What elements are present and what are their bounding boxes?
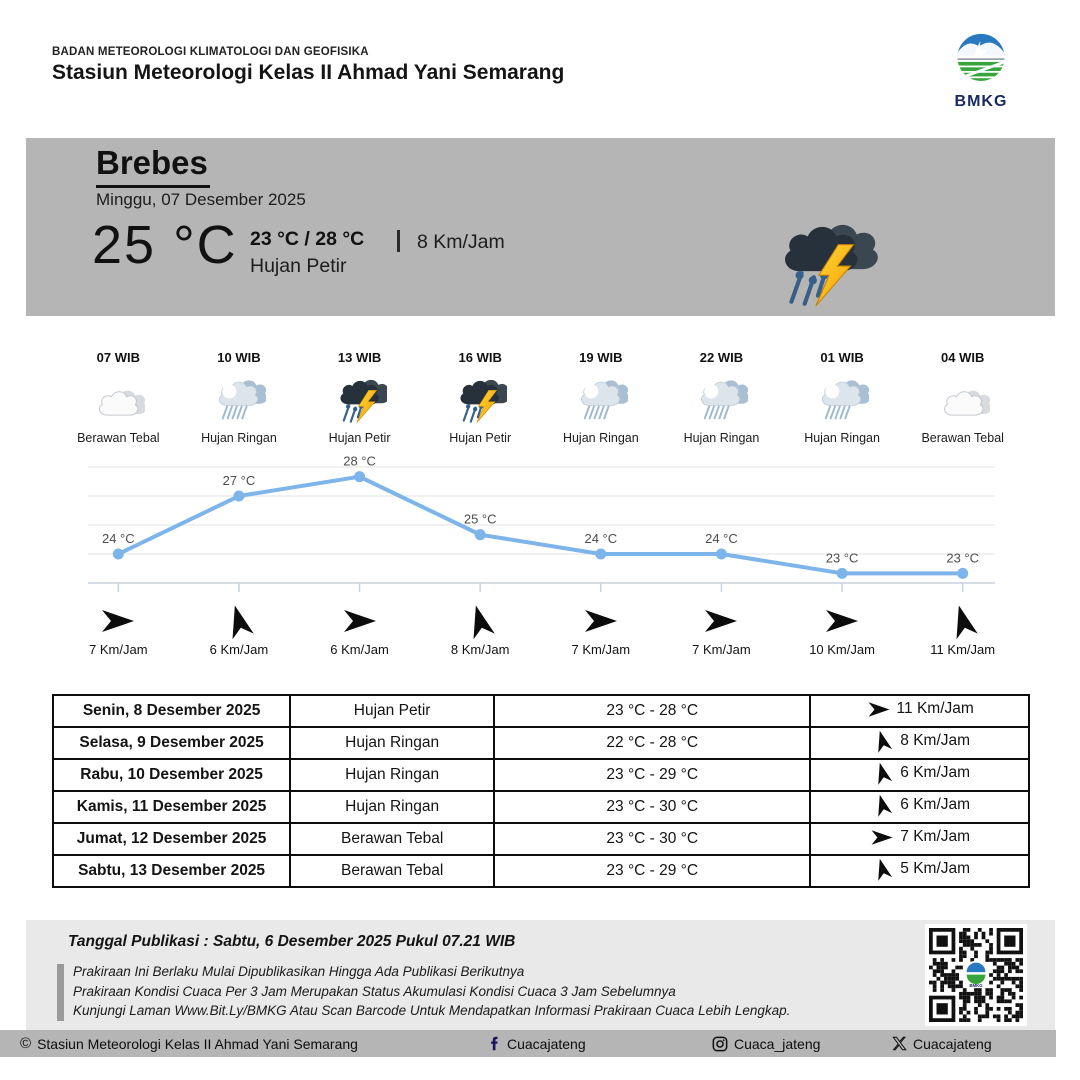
daily-row [53, 823, 1029, 855]
wind-arrow-right [702, 606, 740, 636]
hourly-time: 04 WIB [941, 350, 985, 365]
daily-row [53, 791, 1029, 823]
daily-wind-speed: 8 Km/Jam [900, 732, 971, 750]
wind-arrow-right [99, 606, 137, 636]
daily-wind-speed: 5 Km/Jam [900, 860, 971, 878]
svg-text:BMKG: BMKG [969, 982, 983, 988]
hourly-time: 07 WIB [96, 350, 140, 365]
daily-day: Rabu, 10 Desember 2025 [53, 759, 290, 791]
station-name: Stasiun Meteorologi Kelas II Ahmad Yani Semarang [52, 61, 565, 84]
wind-arrow-right [869, 827, 895, 847]
daily-condition: Hujan Ringan [290, 791, 494, 823]
facebook-handle: Cuacajateng [507, 1035, 586, 1052]
wind-speed: 6 Km/Jam [330, 642, 389, 657]
wind-slot [782, 606, 903, 657]
daily-wind-speed: 6 Km/Jam [900, 764, 971, 782]
wind-slot [902, 606, 1023, 657]
x-twitter-link[interactable] [892, 1030, 992, 1057]
wind-slot [541, 606, 662, 657]
copyright-text: Stasiun Meteorologi Kelas II Ahmad Yani Semarang [37, 1035, 358, 1052]
daily-wind [810, 695, 1029, 727]
daily-temp-range: 23 °C - 30 °C [494, 823, 810, 855]
daily-temp-range: 22 °C - 28 °C [494, 727, 810, 759]
hujan-ringan-icon [574, 373, 628, 427]
forecast-date: Minggu, 07 Desember 2025 [96, 190, 306, 209]
instagram-link[interactable] [712, 1030, 820, 1057]
wind-arrow-up-left [220, 599, 259, 643]
thunderstorm-icon [766, 212, 878, 314]
hourly-slot [58, 350, 179, 445]
qr-code [925, 924, 1027, 1026]
current-condition: Hujan Petir [250, 255, 347, 277]
wind-forecast-strip [58, 606, 1023, 657]
current-conditions-banner [26, 138, 1055, 316]
hourly-slot [902, 350, 1023, 445]
facebook-icon [487, 1036, 501, 1051]
hourly-forecast-strip [58, 350, 1023, 445]
hujan-petir-icon [333, 373, 387, 427]
wind-arrow-up-left [869, 726, 895, 756]
wind-slot [58, 606, 179, 657]
x-handle: Cuacajateng [913, 1035, 992, 1052]
hourly-condition: Berawan Tebal [921, 431, 1004, 445]
notes-accent-bar [57, 964, 64, 1021]
daily-temp-range: 23 °C - 29 °C [494, 759, 810, 791]
wind-arrow-up-left [943, 599, 982, 643]
publication-notes [73, 962, 790, 1021]
daily-wind [810, 823, 1029, 855]
daily-condition: Berawan Tebal [290, 823, 494, 855]
wind-speed: 7 Km/Jam [692, 642, 751, 657]
daily-wind-speed: 6 Km/Jam [900, 796, 971, 814]
svg-text:27 °C: 27 °C [222, 473, 256, 489]
hourly-slot [782, 350, 903, 445]
wind-arrow-right [866, 699, 892, 719]
copyright-icon: © [20, 1035, 32, 1052]
svg-text:24 °C: 24 °C [584, 531, 618, 547]
instagram-icon [712, 1036, 728, 1052]
hourly-time: 10 WIB [217, 350, 261, 365]
hourly-slot [661, 350, 782, 445]
svg-text:24 °C: 24 °C [705, 531, 738, 547]
daily-day: Senin, 8 Desember 2025 [53, 695, 290, 727]
hourly-time: 01 WIB [820, 350, 864, 365]
daily-wind-speed: 11 Km/Jam [896, 700, 974, 718]
daily-wind-speed: 7 Km/Jam [900, 828, 971, 846]
temperature-range: 23 °C / 28 °C [250, 228, 365, 250]
hourly-time: 13 WIB [337, 350, 382, 365]
temperature-chart [58, 456, 1023, 608]
wind-arrow-right [341, 606, 379, 636]
berawan-tebal-icon [936, 373, 990, 427]
daily-temp-range: 23 °C - 28 °C [494, 695, 810, 727]
bmkg-logo [950, 30, 1012, 111]
wind-speed: 7 Km/Jam [89, 642, 148, 657]
hourly-condition: Hujan Petir [449, 431, 512, 445]
publication-footer [26, 920, 1055, 1030]
x-icon [892, 1036, 907, 1051]
bmkg-logo-text: BMKG [954, 93, 1008, 110]
current-wind-speed: 8 Km/Jam [417, 231, 505, 253]
hourly-slot [299, 350, 420, 445]
hourly-slot [541, 350, 662, 445]
daily-forecast-table [52, 694, 1030, 888]
svg-text:23 °C: 23 °C [825, 550, 859, 566]
instagram-handle: Cuaca_jateng [734, 1035, 821, 1052]
hourly-slot [420, 350, 541, 445]
social-bar [0, 1030, 1056, 1057]
publication-note: Kunjungi Laman Www.Bit.Ly/BMKG Atau Scan Barcode Untuk Mendapatkan Informasi Prakiraan Cuaca Lebih Lengkap. [73, 1003, 791, 1018]
wind-slot [420, 606, 541, 657]
hourly-time: 19 WIB [579, 350, 623, 365]
wind-arrow-up-left [869, 854, 895, 884]
svg-text:24 °C: 24 °C [101, 531, 135, 547]
daily-wind [810, 759, 1029, 791]
publication-date: Tanggal Publikasi : Sabtu, 6 Desember 2025 Pukul 07.21 WIB [68, 933, 516, 950]
daily-row [53, 695, 1029, 727]
daily-day: Selasa, 9 Desember 2025 [53, 727, 290, 759]
hourly-slot [179, 350, 300, 445]
svg-text:23 °C: 23 °C [946, 550, 980, 566]
hujan-petir-icon [453, 373, 507, 427]
current-temperature: 25 °C [92, 215, 238, 275]
publication-note: Prakiraan Ini Berlaku Mulai Dipublikasikan Hingga Ada Publikasi Berikutnya [73, 964, 525, 979]
copyright [20, 1030, 358, 1057]
wind-speed: 11 Km/Jam [930, 642, 996, 657]
wind-arrow-up-left [869, 790, 895, 820]
wind-speed: 10 Km/Jam [809, 642, 875, 657]
daily-condition: Hujan Ringan [290, 727, 494, 759]
berawan-tebal-icon [91, 373, 145, 427]
wind-speed: 7 Km/Jam [571, 642, 631, 657]
daily-day: Sabtu, 13 Desember 2025 [53, 855, 290, 887]
hourly-condition: Hujan Ringan [804, 431, 880, 445]
daily-wind [810, 855, 1029, 887]
wind-arrow-right [823, 606, 861, 636]
hourly-condition: Hujan Ringan [201, 431, 277, 445]
wind-slot [299, 606, 420, 657]
daily-condition: Hujan Petir [290, 695, 494, 727]
daily-wind [810, 791, 1029, 823]
daily-wind [810, 727, 1029, 759]
daily-temp-range: 23 °C - 29 °C [494, 855, 810, 887]
daily-day: Jumat, 12 Desember 2025 [53, 823, 290, 855]
daily-temp-range: 23 °C - 30 °C [494, 791, 810, 823]
svg-text:28 °C: 28 °C [343, 456, 376, 469]
bmkg-logo-icon [952, 30, 1010, 92]
hourly-time: 16 WIB [458, 350, 502, 365]
wind-speed: 8 Km/Jam [450, 642, 510, 657]
hourly-condition: Hujan Ringan [683, 431, 760, 445]
hourly-condition: Hujan Ringan [562, 431, 639, 445]
wind-speed: 6 Km/Jam [209, 642, 269, 657]
wind-arrow-up-left [869, 758, 895, 788]
svg-text:25 °C: 25 °C [463, 511, 497, 527]
publication-note: Prakiraan Kondisi Cuaca Per 3 Jam Merupakan Status Akumulasi Kondisi Cuaca 3 Jam Sebelumnya [73, 983, 676, 999]
facebook-link[interactable] [487, 1030, 586, 1057]
agency-name: BADAN METEOROLOGI KLIMATOLOGI DAN GEOFISIKA [52, 46, 369, 58]
hujan-ringan-icon [815, 373, 869, 427]
daily-condition: Berawan Tebal [290, 855, 494, 887]
city-name: Brebes [96, 144, 210, 188]
daily-row [53, 855, 1029, 887]
daily-condition: Hujan Ringan [290, 759, 494, 791]
hourly-condition: Hujan Petir [328, 431, 391, 445]
daily-row [53, 727, 1029, 759]
hourly-time: 22 WIB [699, 350, 744, 365]
hourly-condition: Berawan Tebal [77, 431, 160, 445]
wind-slot [179, 606, 300, 657]
separator [397, 230, 400, 252]
wind-slot [661, 606, 782, 657]
wind-arrow-up-left [461, 599, 500, 643]
wind-arrow-right [582, 606, 620, 636]
daily-day: Kamis, 11 Desember 2025 [53, 791, 290, 823]
hujan-ringan-icon [212, 373, 266, 427]
daily-row [53, 759, 1029, 791]
hujan-ringan-icon [694, 373, 748, 427]
